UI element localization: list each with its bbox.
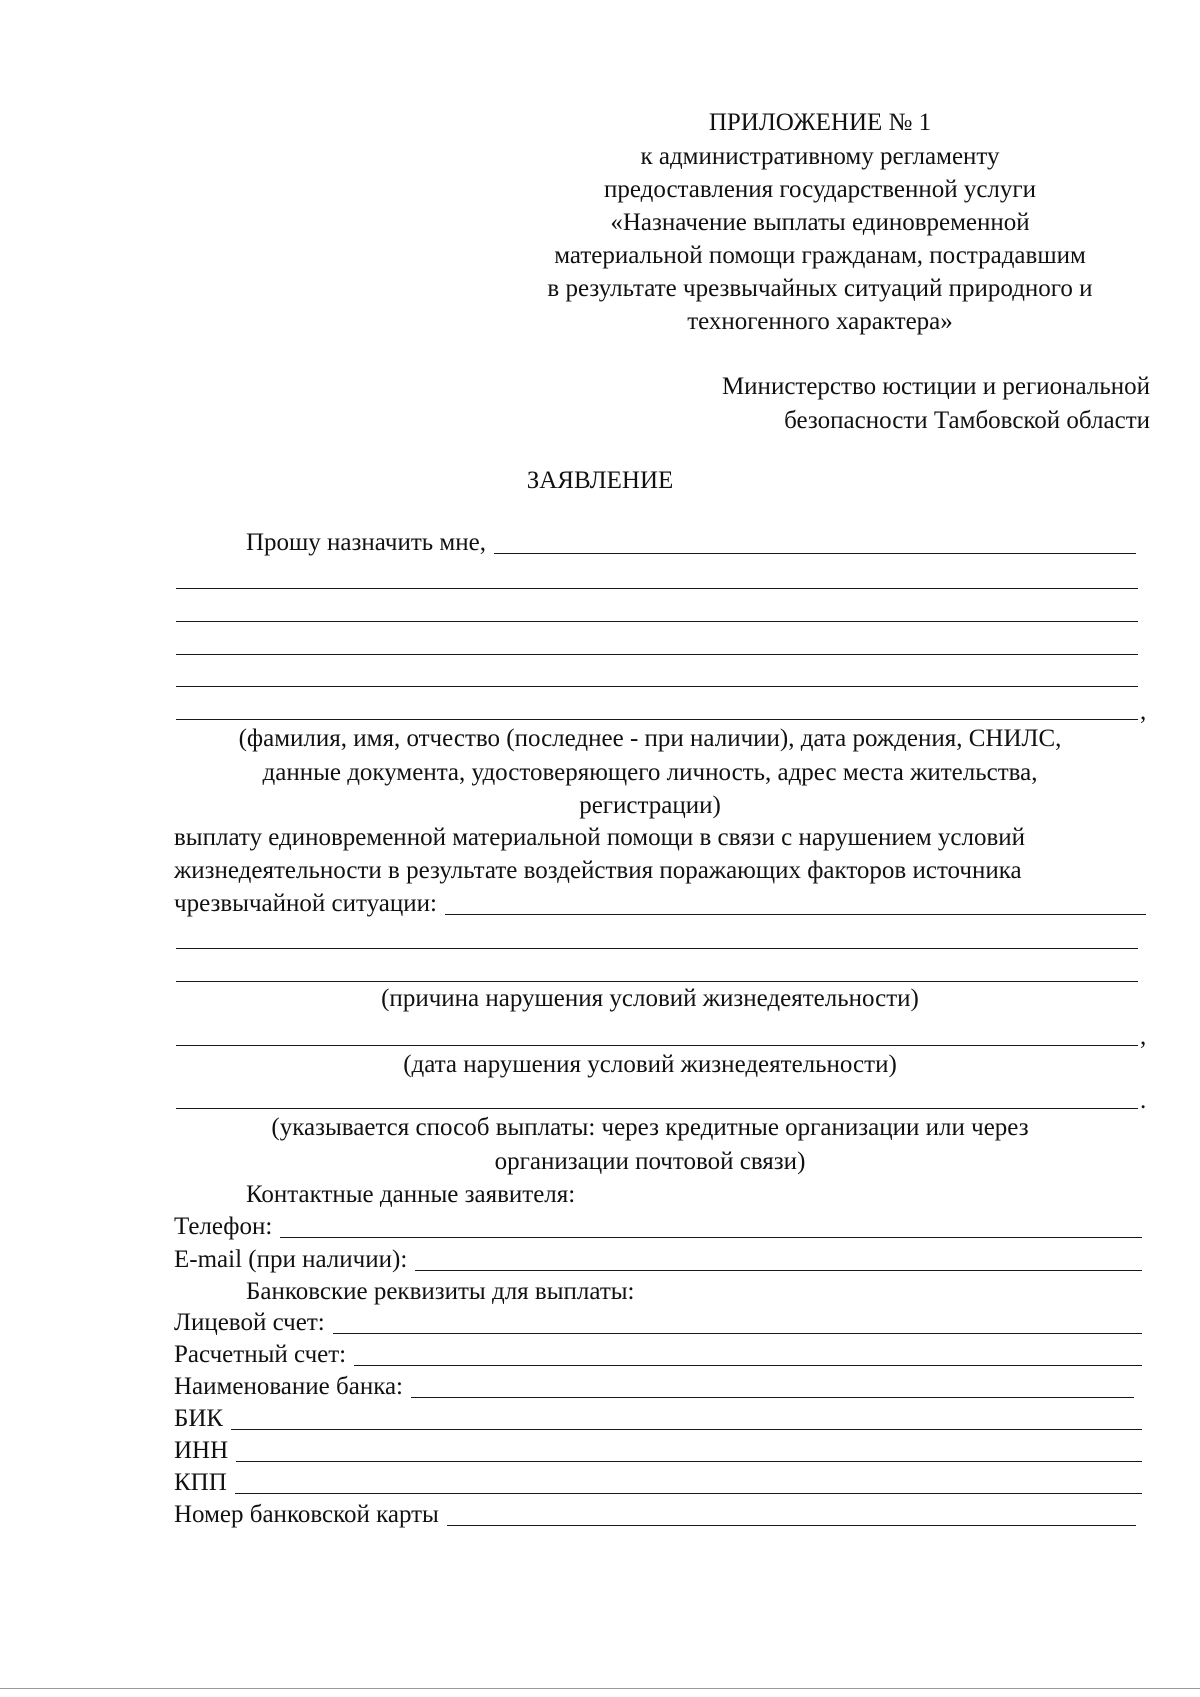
settlement-account-field[interactable] [354,1341,1142,1366]
bank-name-label: Наименование банка: [174,1373,404,1400]
settlement-account-label: Расчетный счет: [174,1341,347,1368]
payment-blank-line[interactable] [176,1108,1138,1109]
personal-account-label: Лицевой счет: [174,1309,325,1336]
card-number-label: Номер банковской карты [174,1501,439,1528]
date-hint: (дата нарушения условий жизнедеятельности) [403,1051,897,1078]
applicant-blank-line[interactable] [176,588,1138,589]
header-line: техногенного характера» [687,308,953,335]
contacts-heading: Контактные данные заявителя: [246,1181,576,1208]
bik-field[interactable] [231,1405,1142,1430]
personal-account-row [174,1308,1142,1338]
date-blank-line[interactable] [176,1045,1138,1046]
header-line: предоставления государственной услуги [603,176,1037,203]
body-line-1: выплату единовременной материальной помощи в связи с нарушением условий [174,824,1026,851]
request-opening: Прошу назначить мне, [246,529,486,556]
applicant-hint: регистрации) [579,792,721,819]
header-line: материальной помощи гражданам, пострадавшим [554,242,1086,269]
addressee-line-1: Министерство юстиции и региональной [721,373,1150,400]
card-number-row [174,1500,1136,1530]
email-label: E-mail (при наличии): [174,1246,408,1273]
appendix-title: ПРИЛОЖЕНИЕ № 1 [708,109,932,136]
emergency-row [174,889,1146,919]
request-row [246,528,1136,558]
applicant-blank-line[interactable] [176,719,1138,720]
payment-hint: организации почтовой связи) [494,1148,806,1175]
kpp-field[interactable] [235,1469,1142,1494]
kpp-row [174,1468,1142,1498]
email-row [174,1245,1142,1275]
email-field[interactable] [415,1246,1142,1271]
personal-account-field[interactable] [333,1309,1142,1334]
bank-name-field[interactable] [411,1373,1134,1398]
document-title: ЗАЯВЛЕНИЕ [526,467,674,494]
body-line-3: чрезвычайной ситуации: [174,890,437,917]
payment-hint: (указывается способ выплаты: через кредитные организации или через [271,1114,1029,1141]
applicant-hint: данные документа, удостоверяющего личность, адрес места жительства, [262,759,1038,786]
header-line: к административному регламенту [640,143,1000,170]
date-line-comma: , [1140,1023,1147,1050]
bik-label: БИК [174,1405,224,1432]
bank-name-row [174,1372,1134,1402]
phone-row [174,1212,1142,1242]
inn-label: ИНН [174,1437,229,1464]
applicant-blank-line[interactable] [176,654,1138,655]
emergency-cause-field[interactable] [445,890,1146,915]
inn-row [174,1436,1142,1466]
applicant-blank-line[interactable] [176,621,1138,622]
scan-edge-divider [0,1688,1200,1689]
bank-heading: Банковские реквизиты для выплаты: [246,1278,635,1305]
cause-hint: (причина нарушения условий жизнедеятельности) [381,985,919,1012]
body-line-2: жизнедеятельности в результате воздействия поражающих факторов источника [174,857,1022,884]
header-line: «Назначение выплаты единовременной [610,209,1030,236]
addressee-line-2: безопасности Тамбовской области [784,407,1150,434]
applicant-field[interactable] [494,529,1136,554]
phone-label: Телефон: [174,1213,273,1240]
applicant-line-comma: , [1140,698,1147,725]
cause-blank-line[interactable] [176,948,1138,949]
applicant-hint: (фамилия, имя, отчество (последнее - при наличии), дата рождения, СНИЛС, [238,725,1062,752]
header-line: в результате чрезвычайных ситуаций природного и [547,275,1093,302]
phone-field[interactable] [280,1213,1142,1238]
kpp-label: КПП [174,1469,227,1496]
card-number-field[interactable] [447,1501,1136,1526]
bik-row [174,1404,1142,1434]
inn-field[interactable] [236,1437,1142,1462]
settlement-account-row [174,1340,1142,1370]
payment-line-period: . [1140,1087,1147,1114]
cause-blank-line[interactable] [176,981,1138,982]
applicant-blank-line[interactable] [176,686,1138,687]
